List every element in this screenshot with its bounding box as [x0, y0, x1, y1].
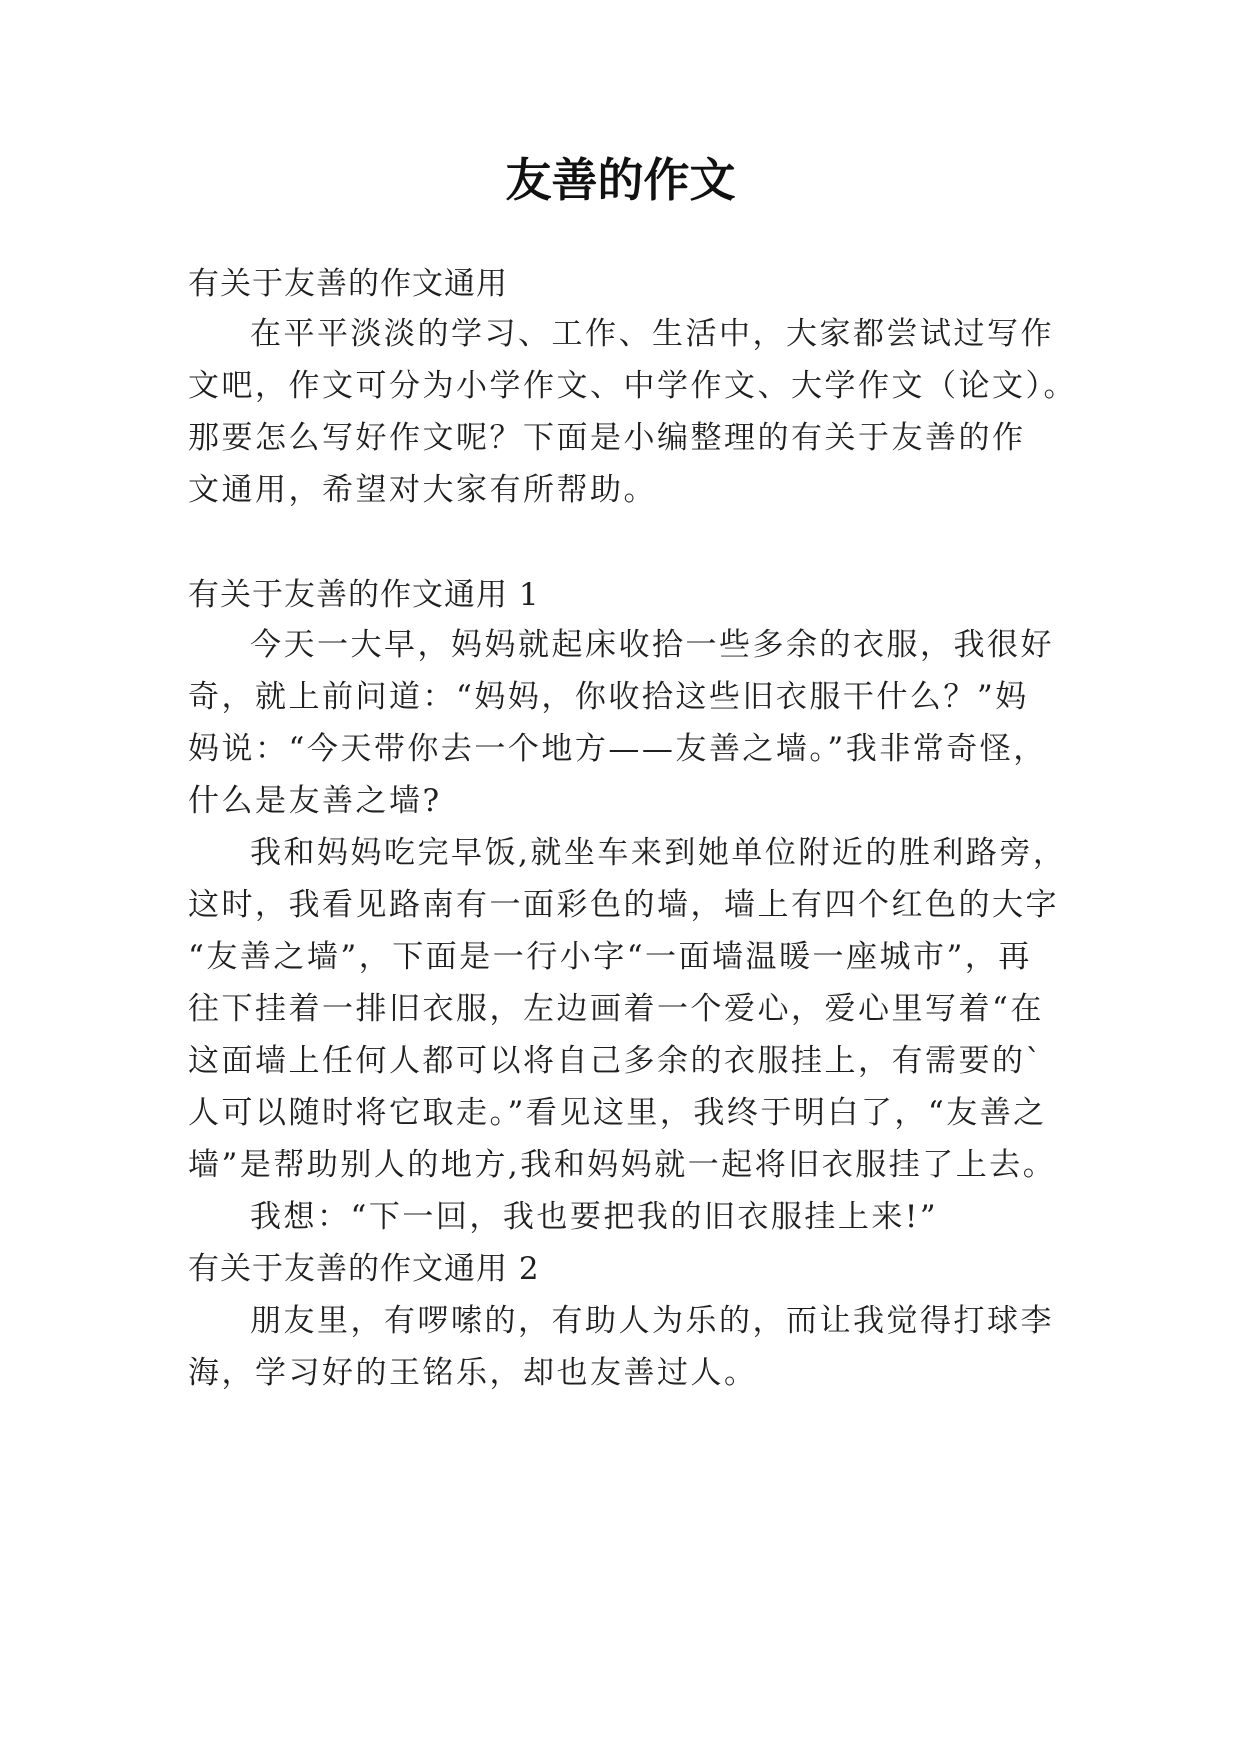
text-line: “友善之墙”，下面是一行小字“一面墙温暖一座城市”，再: [188, 939, 1032, 975]
text-line: 文吧，作文可分为小学作文、中学作文、大学作文（论文）。: [188, 368, 1077, 404]
text-line: 这时，我看见路南有一面彩色的墙，墙上有四个红色的大字: [188, 887, 1059, 923]
text-line: 人可以随时将它取走。”看见这里，我终于明白了，“友善之: [188, 1095, 1047, 1131]
text-line: 文通用，希望对大家有所帮助。: [188, 472, 657, 508]
text-line: 什么是友善之墙?: [188, 783, 442, 819]
text-line: 今天一大早，妈妈就起床收拾一些多余的衣服，我很好: [250, 627, 1054, 663]
text-line: 墙”是帮助别人的地方,我和妈妈就一起将旧衣服挂了上去。: [188, 1147, 1057, 1183]
text-line: 往下挂着一排旧衣服，左边画着一个爱心，爱心里写着“在: [188, 991, 1044, 1027]
text-line: 在平平淡淡的学习、工作、生活中，大家都尝试过写作: [250, 316, 1054, 352]
text-line: 海，学习好的王铭乐，却也友善过人。: [188, 1355, 758, 1391]
text-line: 这面墙上任何人都可以将自己多余的衣服挂上，有需要的`: [188, 1043, 1044, 1079]
section-heading: 有关于友善的作文通用: [188, 266, 508, 302]
document-title: 友善的作文: [505, 153, 736, 207]
text-line: 奇，就上前问道：“妈妈，你收拾这些旧衣服干什么？”妈: [188, 679, 1029, 715]
section-heading: 有关于友善的作文通用 2: [188, 1251, 540, 1287]
text-line: 妈说：“今天带你去一个地方——友善之墙。”我非常奇怪，: [188, 731, 1047, 767]
text-line: 我和妈妈吃完早饭,就坐车来到她单位附近的胜利路旁，: [250, 835, 1067, 871]
section-heading: 有关于友善的作文通用 1: [188, 577, 540, 613]
text-line: 朋友里，有啰嗦的，有助人为乐的，而让我觉得打球李: [250, 1303, 1054, 1339]
text-line: 那要怎么写好作文呢？下面是小编整理的有关于友善的作: [188, 420, 1026, 456]
text-line: 我想：“下一回，我也要把我的旧衣服挂上来!”: [250, 1199, 939, 1235]
